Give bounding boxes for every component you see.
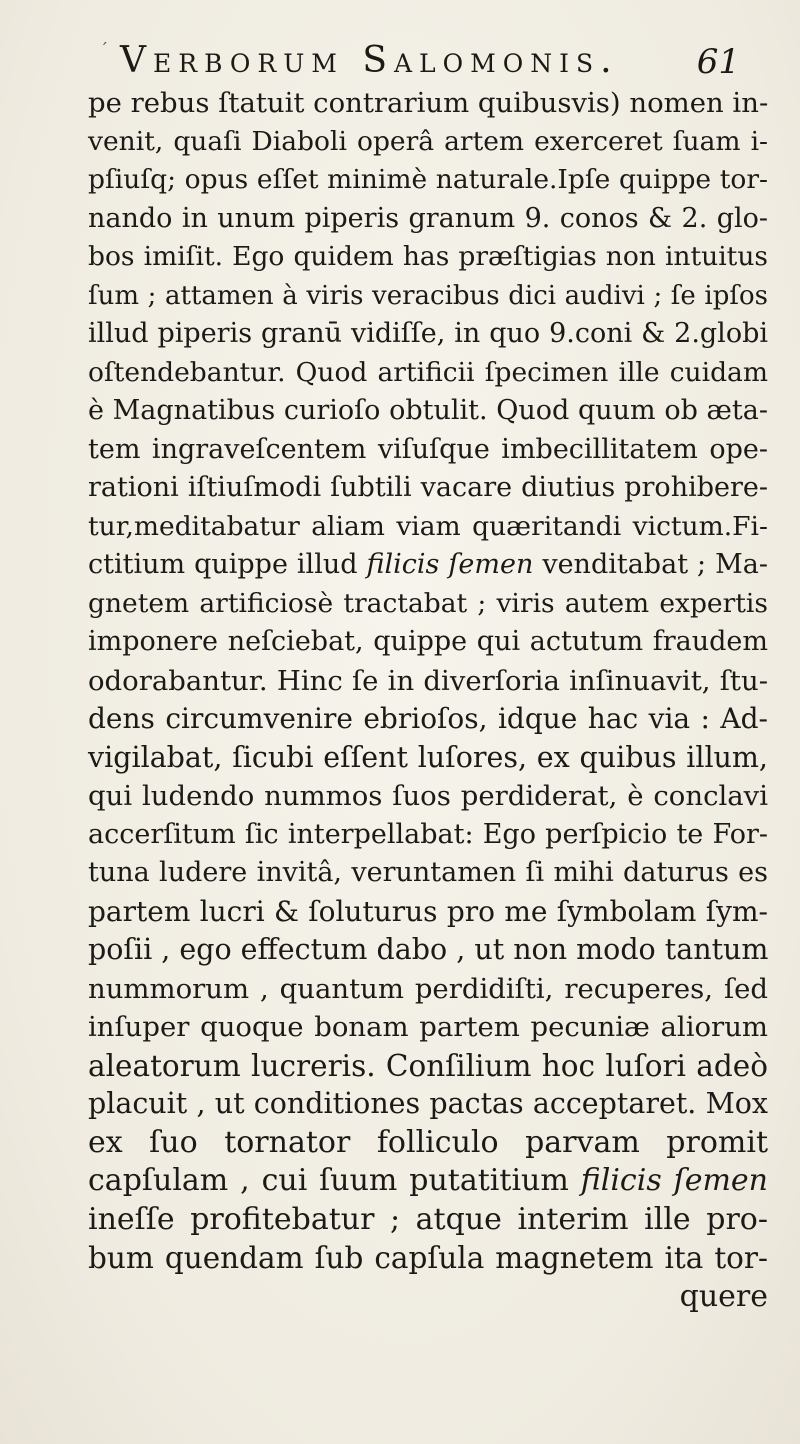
text-line: tem ingraveſcentem viſuſque imbecillitatem ope- <box>88 433 768 465</box>
text-line: venit, quaſi Diaboli operâ artem exerceret ſuam i- <box>88 125 768 157</box>
text-line: inſuper quoque bonam partem pecuniæ aliorum <box>88 1011 768 1043</box>
text-line: ineſſe profitebatur ; atque interim ille pro- <box>88 1201 768 1237</box>
text-line: oſtendebantur. Quod artificii ſpecimen ille cuidam <box>88 356 768 388</box>
text-line: bum quendam ſub capſula magnetem ita tor- <box>88 1241 768 1275</box>
running-title: Verborum Salomonis. <box>120 40 619 81</box>
text-line: rationi iſtiuſmodi ſubtili vacare diutius prohibere- <box>88 472 768 503</box>
text-line: placuit , ut conditiones pactas acceptaret. Mox <box>88 1087 768 1120</box>
text-line: pe rebus ſtatuit contrarium quibusvis) nomen in- <box>88 87 769 119</box>
text-line: bos imiſit. Ego quidem has præſtigias non intuitus <box>88 241 768 272</box>
text-line: nando in unum piperis granum 9. conos & 2. glo- <box>88 202 768 234</box>
body-text <box>88 84 768 1316</box>
text-line: dens circumvenire ebrioſos, idque hac via : Ad- <box>88 702 768 735</box>
running-header <box>120 40 740 86</box>
text-line: capſulam , cui ſuum putatitium filicis ſemen <box>88 1163 768 1198</box>
text-line: tur,meditabatur aliam viam quæritandi victum.Fi- <box>88 510 768 542</box>
italic-phrase: filicis ſemen <box>580 1163 768 1198</box>
text-line: gnetem artificiosè tractabat ; viris autem expertis <box>88 587 768 619</box>
text-line: tuna ludere invitâ, veruntamen ſi mihi daturus es <box>88 857 768 888</box>
text-line: ctitium quippe illud filicis ſemen venditabat ; Ma- <box>88 549 768 580</box>
page-mark: ´ <box>100 40 108 59</box>
text-line: accerſitum ſic interpellabat: Ego perſpicio te For- <box>88 818 768 850</box>
text-line: poſii , ego effectum dabo , ut non modo tantum <box>88 933 769 966</box>
italic-phrase: filicis ſemen <box>366 549 534 580</box>
text-line: pſiuſq; opus eſſet minimè naturale.Ipſe quippe tor- <box>88 164 768 195</box>
text-line: vigilabat, ſicubi eſſent luſores, ex quibus illum, <box>88 740 768 774</box>
text-line: quere <box>679 1278 768 1314</box>
text-line: nummorum , quantum perdidiſti, recuperes, ſed <box>88 972 768 1005</box>
text-line: illud piperis granū vidiſſe, in quo 9.coni & 2.globi <box>88 318 768 349</box>
page-number: 61 <box>696 42 740 82</box>
text-line: ex ſuo tornator folliculo parvam promit <box>88 1124 768 1160</box>
text-line: imponere neſciebat, quippe qui actutum fraudem <box>88 626 768 657</box>
text-line: partem lucri & ſoluturus pro me ſymbolam ſym- <box>88 894 768 928</box>
text-line: qui ludendo nummos ſuos perdiderat, è conclavi <box>88 780 768 812</box>
text-line: è Magnatibus curioſo obtulit. Quod quum ob æta- <box>88 395 768 426</box>
text-line: ſum ; attamen à viris veracibus dici audivi ; ſe ipſos <box>88 280 768 311</box>
text-line: aleatorum lucreris. Conſilium hoc luſori adeò <box>88 1048 768 1083</box>
text-line: odorabantur. Hinc ſe in diverſoria inſinuavit, ſtu- <box>88 664 768 697</box>
